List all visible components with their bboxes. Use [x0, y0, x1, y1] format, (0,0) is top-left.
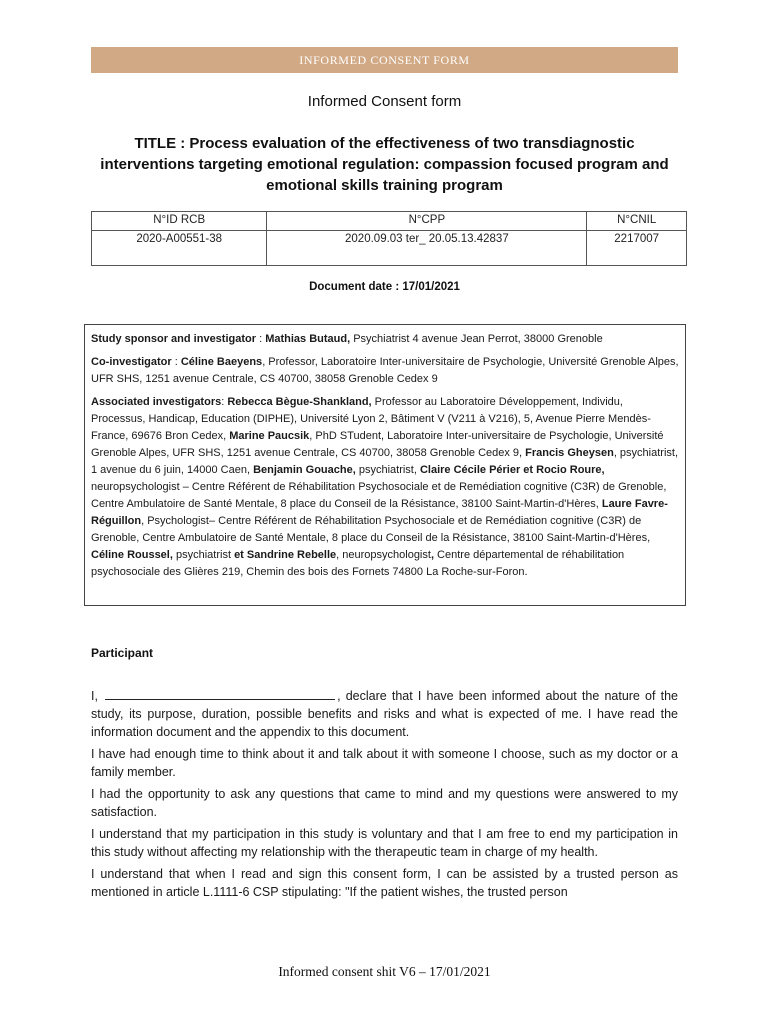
declaration-paragraph	[91, 687, 678, 741]
document-heading: Informed Consent form	[307, 93, 462, 110]
investigator-name: et Sandrine Rebelle	[234, 549, 337, 561]
consent-paragraph: I understand that when I read and sign this consent form, I can be assisted by a trusted person as mentioned in article L.1111-6 CSP stipulating: "If the patient wishes, the trusted person	[91, 867, 678, 899]
table-header-cell: N°ID RCB	[92, 212, 267, 231]
sponsor-name: Mathias Butaud,	[265, 333, 351, 345]
investigator-name: Marine Paucsik	[229, 430, 310, 442]
declaration-rest: , declare that I have been informed about the nature of the study, its purpose, duration, possible benefits and risks and what is expected of me. I have read the information document and the appendix to this document.	[91, 689, 678, 739]
participant-heading: Participant	[91, 646, 154, 660]
co-investigator-details: , Professor, Laboratoire Inter-universitaire de Psychologie, Université Grenoble Alpes, UFR SHS, 1251 avenue Centrale, CS 40700, 38058 Grenoble Cedex 9	[91, 356, 679, 385]
consent-paragraph: I understand that my participation in this study is voluntary and that I am free to end my participation in this study without affecting my relationship with the therapeutic team in charge of my health.	[91, 827, 678, 859]
investigator-details: neuropsychologist – Centre Référent de Réhabilitation Psychosociale et de Remédiation cognitive (C3R) de Grenoble, Centre Ambulatoire de Santé Mentale, 8 place du Conseil de la Résistance, 38100 Saint-Martin-d'Hères,	[91, 481, 667, 510]
header-banner-text: INFORMED CONSENT FORM	[299, 53, 470, 67]
investigator-name: Benjamin Gouache,	[253, 464, 356, 476]
investigator-name: Francis Gheysen	[525, 447, 614, 459]
investigator-details: , neuropsychologist	[336, 549, 431, 561]
registration-ids-table	[91, 211, 687, 266]
document-date: Document date : 17/01/2021	[309, 281, 460, 293]
declaration-start: I,	[91, 689, 98, 703]
co-investigator-paragraph	[91, 354, 679, 388]
investigator-name: Rebecca Bègue-Shankland,	[227, 396, 372, 408]
investigator-details: , PhD STudent, Laboratoire Inter-universitaire de Psychologie, Université Grenoble Alpes, UFR SHS, 1251 avenue Centrale, CS 40700, 38058 Grenoble Cedex 9,	[91, 430, 664, 459]
investigator-name: Claire Cécile Périer et Rocio Roure,	[419, 464, 605, 476]
investigator-details: psychiatrist,	[355, 464, 420, 476]
investigator-details: Centre départemental de réhabilitation psychosociale des Glières 219, Chemin des bois des Fornets 74800 La Roche-sur-Foron.	[91, 549, 625, 578]
header-banner	[91, 47, 678, 73]
investigator-name: Céline Roussel,	[91, 549, 173, 561]
investigator-details: psychiatrist	[172, 549, 235, 561]
investigator-details: , Psychologist– Centre Référent de Réhabilitation Psychosociale et de Remédiation cognitive (C3R) de Grenoble, Centre Ambulatoire de Santé Mentale, 8 place du Conseil de la Résistance, 38100 Saint-Martin-d'Hères,	[91, 515, 651, 544]
separator: :	[221, 396, 228, 408]
investigators-box	[84, 324, 686, 606]
table-cell: 2020.09.03 ter_ 20.05.13.42837	[267, 231, 587, 266]
associated-investigators-paragraph	[91, 394, 679, 581]
sponsor-label: Study sponsor and investigator	[91, 333, 257, 345]
separator: :	[256, 333, 266, 345]
separator: ,	[430, 549, 434, 561]
table-cell: 2217007	[587, 231, 687, 266]
associated-label: Associated investigators	[91, 396, 222, 408]
table-row	[92, 231, 687, 266]
participant-name-blank[interactable]	[105, 687, 335, 700]
table-header-row	[92, 212, 687, 231]
co-investigator-name: Céline Baeyens	[180, 356, 263, 368]
sponsor-paragraph	[91, 331, 679, 348]
consent-paragraph: I have had enough time to think about it and talk about it with someone I choose, such as my doctor or a family member.	[91, 747, 678, 779]
sponsor-details: Psychiatrist 4 avenue Jean Perrot, 38000 Grenoble	[350, 333, 603, 345]
co-investigator-label: Co-investigator	[91, 356, 172, 368]
consent-paragraph: I had the opportunity to ask any questions that came to mind and my questions were answered to my satisfaction.	[91, 787, 678, 819]
study-title: TITLE : Process evaluation of the effectiveness of two transdiagnostic interventions targeting emotional regulation: compassion focused program and emotional skills training program	[100, 135, 669, 194]
investigator-details: Professor au Laboratoire Développement, Individu, Processus, Handicap, Education (DIPHE), Université Lyon 2, Bâtiment V (V211 à V216), 5, Avenue Pierre Mendès-France, 69676 Bron Cedex,	[91, 396, 651, 442]
table-header-cell: N°CPP	[267, 212, 587, 231]
page-footer: Informed consent shit V6 – 17/01/2021	[278, 964, 491, 979]
investigator-details: , psychiatrist, 1 avenue du 6 juin, 14000 Caen,	[91, 447, 678, 476]
participant-section	[91, 687, 678, 905]
separator: :	[171, 356, 181, 368]
investigator-name: Laure Favre-Réguillon	[91, 498, 668, 527]
table-cell: 2020-A00551-38	[92, 231, 267, 266]
table-header-cell: N°CNIL	[587, 212, 687, 231]
